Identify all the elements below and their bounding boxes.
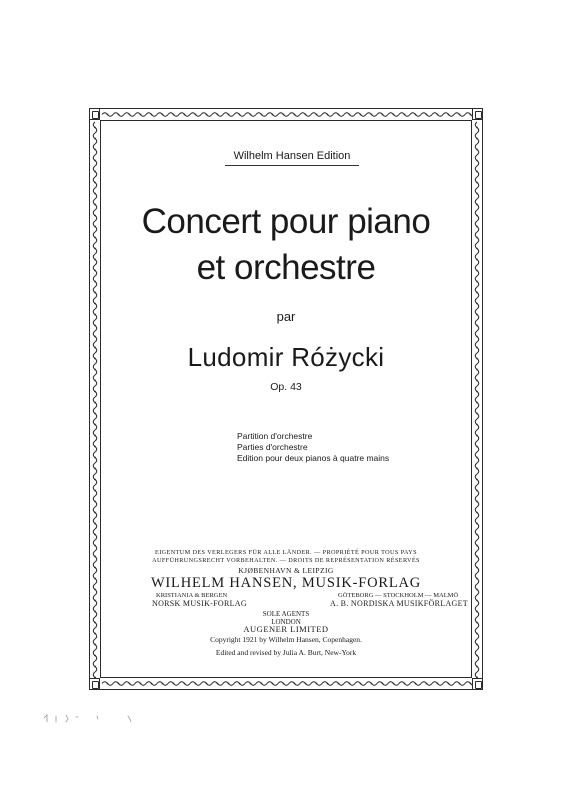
title-line-1: Concert pour piano — [141, 202, 431, 241]
norway-branch-cities: KRISTIANIA & BERGEN — [156, 592, 228, 599]
parts-list-item: Parties d'orchestre — [237, 442, 308, 452]
corner-ornament-bottom-right — [472, 678, 483, 690]
parts-list — [237, 431, 389, 464]
publisher-cities: KJØBENHAVN & LEIPZIG — [238, 566, 334, 575]
right-ornament-band — [472, 120, 482, 678]
corner-ornament-top-left — [89, 108, 100, 120]
agent-name: AUGENER LIMITED — [243, 624, 329, 634]
publisher-name: WILHELM HANSEN, MUSIK-FORLAG — [150, 575, 422, 591]
copyright-notice: Copyright 1921 by Wilhelm Hansen, Copenhagen. — [210, 635, 362, 644]
top-ornament-band — [100, 109, 472, 120]
sweden-branch-name: A. B. NORDISKA MUSIKFÖRLAGET — [330, 599, 468, 608]
composer-name: Ludomir Różycki — [187, 342, 385, 372]
norway-branch — [152, 592, 247, 608]
london-label: LONDON — [271, 618, 301, 626]
edition-label: Wilhelm Hansen Edition — [225, 150, 359, 166]
title-line-2: et orchestre — [196, 248, 376, 287]
sole-agents-label: SOLE AGENTS — [262, 610, 310, 618]
editor-credit: Edited and revised by Julia A. Burt, New-York — [215, 648, 357, 657]
norway-branch-name: NORSK MUSIK-FORLAG — [152, 599, 247, 608]
rights-line-1: EIGENTUM DES VERLEGERS FÜR ALLE LÄNDER. — PROPRIÉTÉ POUR TOUS PAYS — [155, 549, 417, 556]
rights-line-2: AUFFÜHRUNGSRECHT VORBEHALTEN. — DROITS DE REPRÉSENTATION RÉSERVÉS — [152, 557, 420, 564]
corner-ornament-bottom-left — [89, 678, 100, 690]
bottom-ornament-band — [100, 678, 472, 689]
by-label: par — [276, 309, 296, 324]
parts-list-item: Edition pour deux pianos à quatre mains — [237, 453, 390, 463]
left-ornament-band — [90, 120, 100, 678]
sweden-branch-cities: GÖTEBORG — STOCKHOLM — MALMÖ — [338, 592, 459, 599]
corner-ornament-top-right — [472, 108, 483, 120]
opus-number: Op. 43 — [270, 381, 302, 393]
parts-list-item: Partition d'orchestre — [237, 431, 313, 441]
sweden-branch — [330, 592, 468, 608]
pencil-marks — [42, 712, 142, 728]
